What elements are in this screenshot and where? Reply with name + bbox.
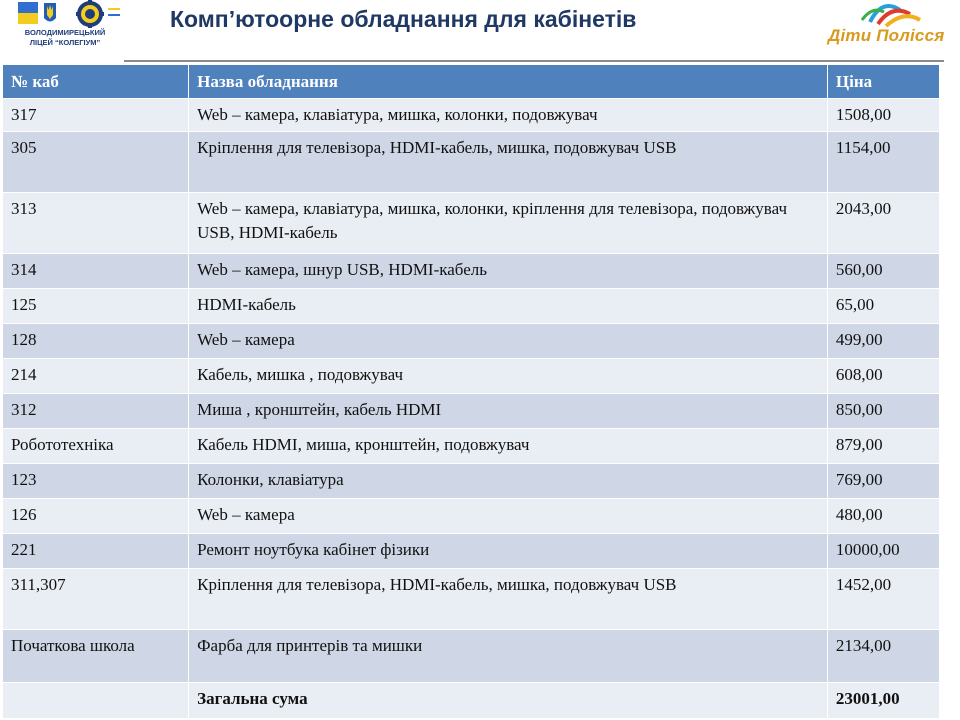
school-emblem-icon — [4, 0, 126, 30]
equipment-table — [2, 64, 940, 719]
table-row — [3, 394, 940, 429]
room-cell: 305 — [3, 132, 189, 193]
table-row — [3, 359, 940, 394]
equipment-cell: Ремонт ноутбука кабінет фізики — [189, 534, 828, 569]
table-row — [3, 324, 940, 359]
room-cell: 125 — [3, 289, 189, 324]
header-divider — [124, 60, 944, 62]
table-row — [3, 464, 940, 499]
price-cell: 499,00 — [827, 324, 939, 359]
room-cell: 214 — [3, 359, 189, 394]
table-row — [3, 630, 940, 683]
table-row — [3, 534, 940, 569]
equipment-cell: Кріплення для телевізора, HDMI-кабель, мишка, подовжувач USB — [189, 132, 828, 193]
page-title: Комп’ютоорне обладнання для кабінетів — [170, 6, 637, 32]
equipment-cell: Web – камера — [189, 499, 828, 534]
price-cell: 480,00 — [827, 499, 939, 534]
brand-name: Діти Полісся — [828, 26, 945, 45]
room-cell: Початкова школа — [3, 630, 189, 683]
column-header-name: Назва обладнання — [189, 65, 828, 99]
equipment-cell: Web – камера, шнур USB, HDMI-кабель — [189, 254, 828, 289]
room-cell: 311,307 — [3, 569, 189, 630]
column-header-room: № каб — [3, 65, 189, 99]
equipment-cell: Кабель, мишка , подовжувач — [189, 359, 828, 394]
total-row — [3, 683, 940, 719]
total-room-cell — [3, 683, 189, 719]
price-cell: 850,00 — [827, 394, 939, 429]
total-price: 23001,00 — [827, 683, 939, 719]
school-logo — [4, 0, 124, 52]
price-cell: 879,00 — [827, 429, 939, 464]
table-row — [3, 289, 940, 324]
room-cell: 126 — [3, 499, 189, 534]
school-caption-line1: ВОЛОДИМИРЕЦЬКИЙ — [24, 28, 106, 37]
header-row — [3, 65, 940, 99]
table-row — [3, 569, 940, 630]
equipment-cell: Web – камера — [189, 324, 828, 359]
table-row — [3, 132, 940, 193]
equipment-cell: Кабель HDMI, миша, кронштейн, подовжувач — [189, 429, 828, 464]
table-row — [3, 99, 940, 132]
room-cell: 221 — [3, 534, 189, 569]
total-label: Загальна сума — [189, 683, 828, 719]
slide-header — [0, 0, 960, 62]
table-row — [3, 254, 940, 289]
equipment-cell: Web – камера, клавіатура, мишка, колонки, кріплення для телевізора, подовжувач USB, HDMI-кабель — [189, 193, 828, 254]
price-cell: 2043,00 — [827, 193, 939, 254]
equipment-cell: Web – камера, клавіатура, мишка, колонки, подовжувач — [189, 99, 828, 132]
room-cell: 123 — [3, 464, 189, 499]
price-cell: 1508,00 — [827, 99, 939, 132]
room-cell: 314 — [3, 254, 189, 289]
table-header — [3, 65, 940, 99]
equipment-cell: Фарба для принтерів та мишки — [189, 630, 828, 683]
table-row — [3, 193, 940, 254]
school-caption-line2: ЛІЦЕЙ “КОЛЕГІУМ” — [29, 38, 101, 47]
room-cell: 128 — [3, 324, 189, 359]
price-cell: 2134,00 — [827, 630, 939, 683]
price-cell: 608,00 — [827, 359, 939, 394]
price-cell: 65,00 — [827, 289, 939, 324]
price-cell: 1452,00 — [827, 569, 939, 630]
room-cell: Робототехніка — [3, 429, 189, 464]
equipment-cell: Колонки, клавіатура — [189, 464, 828, 499]
price-cell: 769,00 — [827, 464, 939, 499]
price-cell: 560,00 — [827, 254, 939, 289]
price-cell: 1154,00 — [827, 132, 939, 193]
equipment-cell: Миша , кронштейн, кабель HDMI — [189, 394, 828, 429]
room-cell: 312 — [3, 394, 189, 429]
table-row — [3, 429, 940, 464]
equipment-cell: Кріплення для телевізора, HDMI-кабель, мишка, подовжувач USB — [189, 569, 828, 630]
table-row — [3, 499, 940, 534]
price-cell: 10000,00 — [827, 534, 939, 569]
brand-logo — [822, 0, 958, 56]
equipment-cell: HDMI-кабель — [189, 289, 828, 324]
table-body — [3, 99, 940, 719]
room-cell: 313 — [3, 193, 189, 254]
room-cell: 317 — [3, 99, 189, 132]
column-header-price: Ціна — [827, 65, 939, 99]
